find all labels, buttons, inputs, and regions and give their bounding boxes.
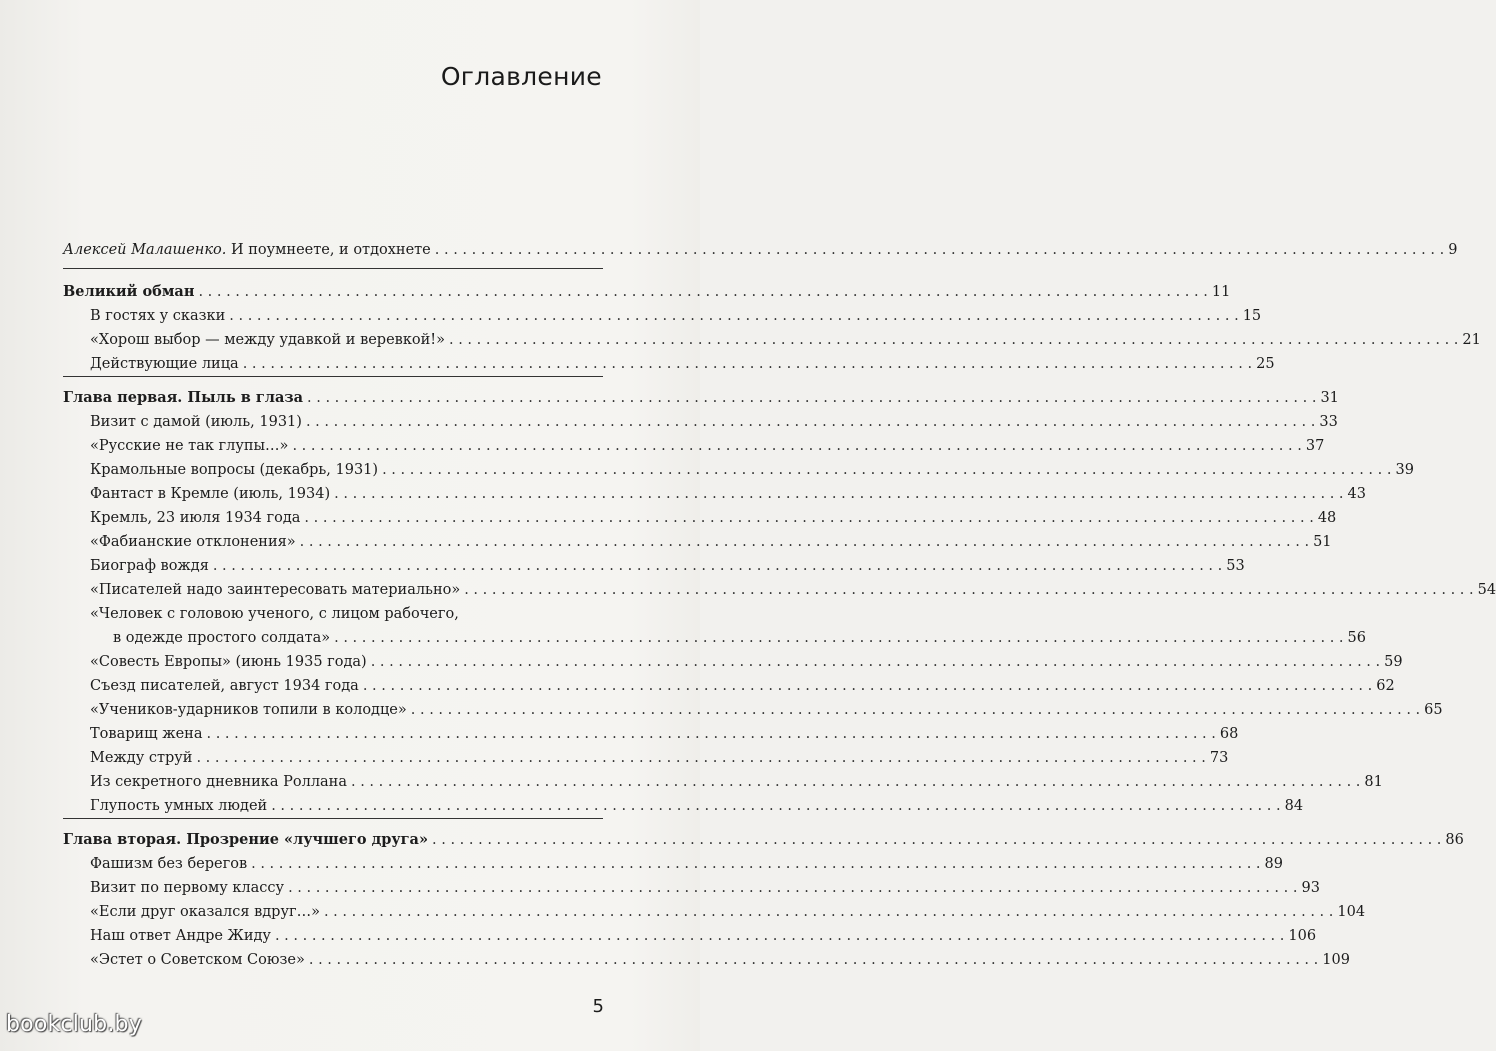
item-title: «Хорош выбор — между удавкой и веревкой!» — [90, 332, 445, 348]
item-title: «Человек с головою ученого, с лицом рабочего, — [90, 606, 459, 622]
item-title: Между струй — [90, 750, 193, 766]
item-title: Съезд писателей, август 1934 года — [90, 678, 359, 694]
item-title: Кремль, 23 июля 1934 года — [90, 510, 301, 526]
toc-item[interactable] — [90, 578, 1496, 602]
item-title: Визит по первому классу — [90, 880, 285, 896]
leader-dots — [251, 852, 1260, 876]
page-ref: 84 — [1284, 798, 1304, 814]
leader-dots — [382, 458, 1391, 482]
page-ref: 86 — [1445, 832, 1464, 848]
leader-dots — [324, 900, 1333, 924]
item-title: Товарищ жена — [90, 726, 203, 742]
leader-dots — [411, 698, 1420, 722]
leader-dots — [306, 410, 1315, 434]
toc-item[interactable] — [90, 530, 1332, 554]
leader-dots — [206, 722, 1215, 746]
page-ref: 15 — [1242, 308, 1262, 324]
page-ref: 106 — [1288, 928, 1317, 944]
leader-dots — [288, 876, 1297, 900]
section-title: Великий обман — [63, 283, 195, 300]
item-title: Наш ответ Андре Жиду — [90, 928, 271, 944]
page-ref: 31 — [1320, 390, 1339, 406]
preface-title: И поумнеете, и отдохнете — [226, 242, 431, 258]
leader-dots — [275, 924, 1284, 948]
page-ref: 37 — [1305, 438, 1325, 454]
page-ref: 11 — [1211, 284, 1231, 300]
toc-section-heading[interactable] — [63, 386, 1339, 410]
toc-item[interactable] — [90, 852, 1283, 876]
item-title: «Фабианские отклонения» — [90, 534, 296, 550]
item-title: «Писателей надо заинтересовать материально» — [90, 582, 461, 598]
leader-dots — [449, 328, 1458, 352]
section-divider — [63, 818, 603, 819]
page-ref: 73 — [1209, 750, 1229, 766]
leader-dots — [300, 530, 1309, 554]
page-ref: 65 — [1424, 702, 1443, 718]
item-title: Действующие лица — [90, 356, 239, 372]
item-title: «Учеников-ударников топили в колодце» — [90, 702, 407, 718]
leader-dots — [229, 304, 1238, 328]
section-title: Глава вторая. Прозрение «лучшего друга» — [63, 831, 429, 848]
toc-item[interactable] — [90, 554, 1245, 578]
toc-preface[interactable] — [63, 238, 1458, 262]
leader-dots — [464, 578, 1473, 602]
section-divider — [63, 376, 603, 377]
toc-item[interactable] — [90, 794, 1304, 818]
leader-dots — [309, 948, 1318, 972]
toc-section-heading[interactable] — [63, 828, 1464, 852]
leader-dots — [435, 238, 1444, 262]
leader-dots — [432, 828, 1441, 852]
page-number: 5 — [592, 996, 604, 1017]
leader-dots — [334, 482, 1343, 506]
page-ref: 21 — [1462, 332, 1481, 348]
item-title: Глупость умных людей — [90, 798, 268, 814]
toc-section-heading[interactable] — [63, 280, 1231, 304]
site-watermark: bookclub.by — [6, 1012, 142, 1037]
page-ref: 51 — [1313, 534, 1332, 550]
toc-item[interactable] — [90, 876, 1320, 900]
leader-dots — [334, 626, 1343, 650]
toc-item[interactable] — [90, 506, 1337, 530]
item-title: Крамольные вопросы (декабрь, 1931) — [90, 462, 379, 478]
leader-dots — [243, 352, 1252, 376]
toc-item[interactable] — [90, 602, 1366, 650]
item-title: Биограф вождя — [90, 558, 209, 574]
item-title: В гостях у сказки — [90, 308, 226, 324]
page-ref: 53 — [1226, 558, 1245, 574]
page-ref: 104 — [1337, 904, 1366, 920]
leader-dots — [351, 770, 1360, 794]
page-ref: 48 — [1317, 510, 1337, 526]
page-ref: 54 — [1477, 582, 1496, 598]
page-ref: 9 — [1448, 242, 1458, 258]
page-ref: 93 — [1301, 880, 1320, 896]
item-title: «Если друг оказался вдруг…» — [90, 904, 320, 920]
toc-item[interactable] — [90, 924, 1317, 948]
leader-dots — [198, 280, 1207, 304]
item-title: Визит с дамой (июль, 1931) — [90, 414, 302, 430]
leader-dots — [292, 434, 1301, 458]
leader-dots — [363, 674, 1372, 698]
page-title: Оглавление — [440, 62, 602, 91]
section-divider — [63, 268, 603, 269]
toc-item[interactable] — [90, 674, 1395, 698]
toc-item[interactable] — [90, 352, 1275, 376]
toc-item[interactable] — [90, 698, 1443, 722]
toc-item[interactable] — [90, 770, 1383, 794]
toc-item[interactable] — [90, 434, 1325, 458]
item-title: «Русские не так глупы…» — [90, 438, 289, 454]
leader-dots — [304, 506, 1313, 530]
item-title: Фашизм без берегов — [90, 856, 248, 872]
toc-item[interactable] — [90, 458, 1414, 482]
leader-dots — [196, 746, 1205, 770]
item-title-continued: в одежде простого солдата» — [113, 630, 331, 646]
leader-dots — [213, 554, 1222, 578]
page-ref: 25 — [1256, 356, 1275, 372]
item-title: «Совесть Европы» (июнь 1935 года) — [90, 654, 367, 670]
leader-dots — [307, 386, 1316, 410]
leader-dots — [371, 650, 1380, 674]
page-ref: 62 — [1376, 678, 1395, 694]
toc-item[interactable] — [90, 948, 1350, 972]
toc-item[interactable] — [90, 746, 1229, 770]
toc-item[interactable] — [90, 304, 1262, 328]
preface-author: Алексей Малашенко. — [63, 242, 227, 258]
page-ref: 39 — [1395, 462, 1414, 478]
toc-item[interactable] — [90, 410, 1338, 434]
page-ref: 59 — [1384, 654, 1403, 670]
page-ref: 89 — [1264, 856, 1283, 872]
page-ref: 33 — [1319, 414, 1338, 430]
page-ref: 56 — [1347, 630, 1366, 646]
toc-item[interactable] — [90, 900, 1366, 924]
item-title: Фантаст в Кремле (июль, 1934) — [90, 486, 331, 502]
page-ref: 68 — [1219, 726, 1239, 742]
item-title: Из секретного дневника Роллана — [90, 774, 347, 790]
page-ref: 109 — [1322, 952, 1350, 968]
toc-item[interactable] — [90, 328, 1481, 352]
leader-dots — [271, 794, 1280, 818]
toc-item[interactable] — [90, 722, 1239, 746]
toc-item[interactable] — [90, 650, 1403, 674]
toc-item[interactable] — [90, 482, 1366, 506]
item-title: «Эстет о Советском Союзе» — [90, 952, 305, 968]
page-ref: 43 — [1347, 486, 1366, 502]
page-ref: 81 — [1364, 774, 1383, 790]
section-title: Глава первая. Пыль в глаза — [63, 389, 304, 406]
